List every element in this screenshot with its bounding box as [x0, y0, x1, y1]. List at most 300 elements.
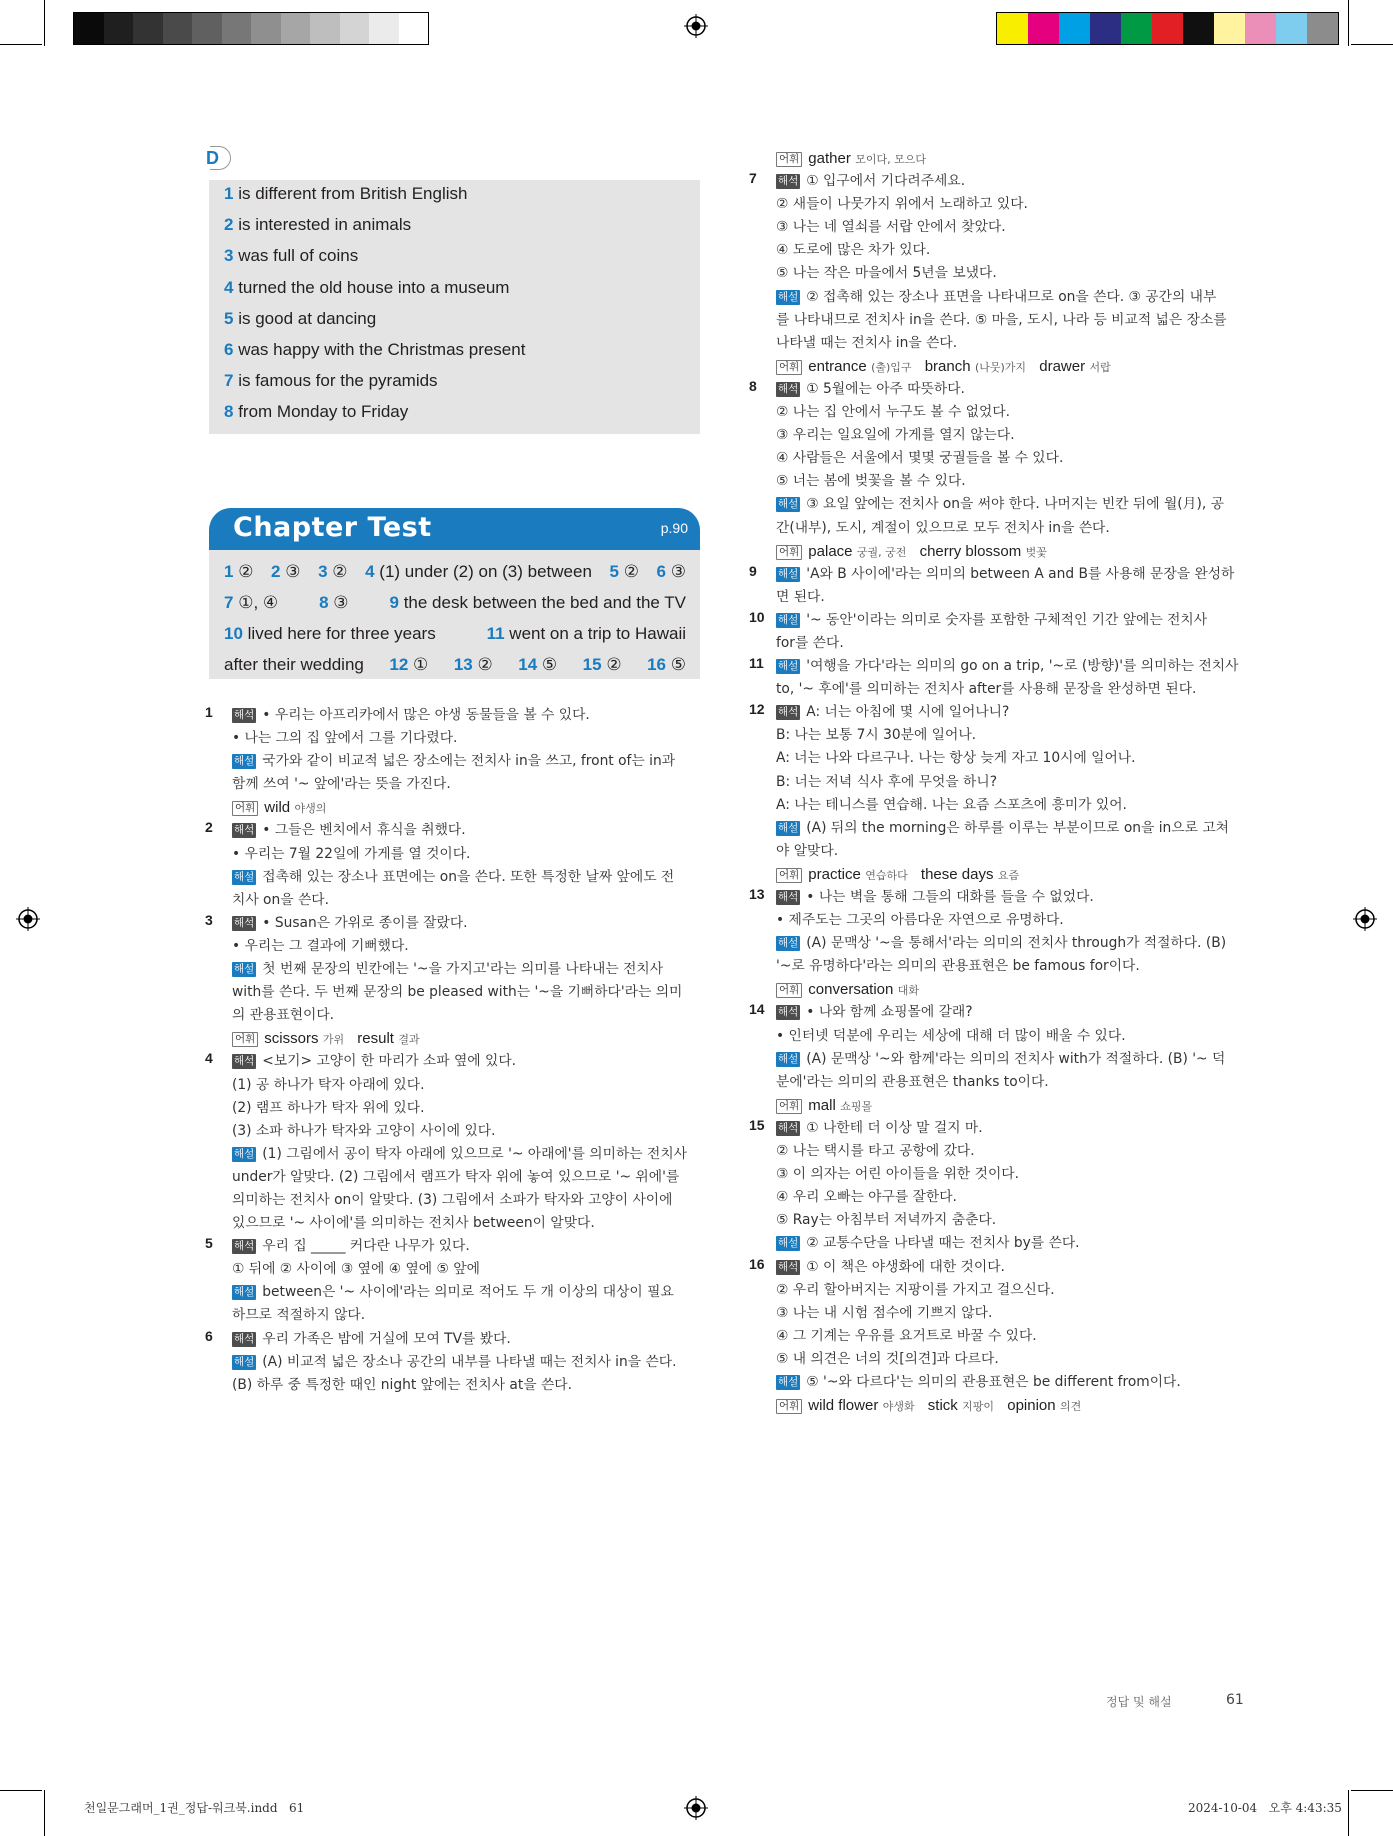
vocab-meaning: 모이다, 모으다 — [855, 153, 926, 166]
vocab-meaning: 쇼핑몰 — [840, 1099, 873, 1113]
vocab-word: branch — [924, 357, 971, 375]
explanation-line — [749, 1255, 1266, 1279]
explanation-text: 나타낼 때는 전치사 in을 쓴다. — [776, 334, 958, 351]
chapter-test-page-ref: p.90 — [660, 520, 688, 536]
vocab-meaning: 결과 — [398, 1033, 420, 1047]
explanation-line — [776, 401, 1266, 424]
explanation-line — [749, 1116, 1266, 1140]
color-swatch — [163, 13, 193, 44]
explanation-line — [776, 309, 1266, 332]
answer-item — [224, 278, 525, 309]
color-swatch — [1121, 13, 1152, 44]
haeseok-tag: 해석 — [778, 891, 799, 903]
explanation-text: ② 나는 집 안에서 누구도 볼 수 없었다. — [776, 404, 1011, 421]
explanation-text: (B) 하루 중 특정한 때인 night 앞에는 전치사 at을 쓴다. — [232, 1376, 573, 1393]
explanation-line — [232, 750, 722, 773]
answer-text: ⑤ — [670, 655, 686, 674]
explanation-text: ⑤ 나는 작은 마을에서 5년을 보냈다. — [776, 265, 997, 282]
explanation-line — [776, 1048, 1266, 1071]
haeseol-tag: 해설 — [234, 1147, 255, 1160]
chapter-test-answer — [390, 588, 687, 618]
left-explanation-column — [205, 704, 722, 1397]
haeseol-tag: 해설 — [778, 498, 799, 511]
chapter-test-title: Chapter Test — [233, 512, 432, 543]
question-number: 10 — [749, 608, 765, 625]
explanation-text: ① 5월에는 아주 따뜻하다. — [806, 380, 965, 397]
explanation-line — [776, 586, 1266, 609]
haeseol-tag: 해설 — [234, 1286, 255, 1299]
explanation-text: ④ 사람들은 서울에서 몇몇 궁궐들을 볼 수 있다. — [776, 450, 1064, 467]
answer-item — [224, 371, 525, 402]
question-number: 4 — [365, 562, 375, 581]
answer-text: is different from British English — [238, 184, 468, 203]
explanation-text: ⑤ '~와 다르다'는 의미의 관용표현은 be different from이다. — [806, 1373, 1181, 1390]
explanation-text: (A) 문맥상 '~와 함께'라는 의미의 전치사 with가 적절하다. (B) '~ 덕 — [806, 1050, 1226, 1067]
explanation-text: 하므로 적절하지 않다. — [232, 1307, 366, 1324]
explanation-text: (A) 뒤의 the morning은 하루를 이루는 부분이므로 on을 in으로 고쳐 — [806, 819, 1229, 836]
explanation-line — [776, 932, 1266, 955]
chapter-test-answer — [224, 650, 364, 680]
vocab-word: cherry blossom — [919, 542, 1022, 560]
vocab-word: practice — [808, 865, 861, 883]
explanation-line — [749, 701, 1266, 724]
registration-mark-icon — [1353, 907, 1377, 931]
explanation-line — [749, 377, 1266, 401]
vocab-word: result — [357, 1030, 394, 1048]
answer-number: 5 — [224, 308, 234, 328]
explanation-text: 의 관용표현이다. — [232, 1007, 335, 1024]
explanation-text: (3) 소파 하나가 탁자와 고양이 사이에 있다. — [232, 1122, 496, 1139]
question-number: 8 — [749, 377, 757, 394]
vocab-word: gather — [808, 150, 851, 167]
crop-mark — [1348, 1790, 1349, 1836]
explanation-line — [232, 958, 722, 981]
color-swatch — [222, 13, 252, 44]
vocab-word: palace — [808, 542, 853, 560]
explanation-line — [776, 216, 1266, 239]
haeseok-tag: 해석 — [234, 916, 255, 929]
explanation-line — [232, 889, 722, 912]
explanation-text: 분에'라는 의미의 관용표현은 thanks to이다. — [776, 1073, 1049, 1090]
answer-item — [224, 184, 525, 215]
eohwi-tag: 어휘 — [232, 1032, 258, 1047]
explanation-text: 국가와 같이 비교적 넓은 장소에는 전치사 in을 쓰고, front of는 in과 — [262, 753, 676, 770]
haeseok-tag: 해석 — [234, 709, 255, 721]
explanation-text: (A) 비교적 넓은 장소나 공간의 내부를 나타낼 때는 전치사 in을 쓴다. — [262, 1353, 677, 1370]
answer-text: ② — [238, 562, 254, 581]
answer-text: ⑤ — [541, 655, 558, 674]
explanation-text: ③ 이 의자는 어린 아이들을 위한 것이다. — [776, 1166, 1019, 1183]
explanation-line — [232, 1374, 722, 1397]
haeseok-tag: 해석 — [778, 175, 799, 188]
explanation-line — [749, 886, 1266, 909]
crop-mark — [0, 1790, 42, 1791]
explanation-line — [232, 1258, 722, 1281]
vocab-word: scissors — [264, 1030, 319, 1048]
answer-number: 7 — [224, 371, 234, 391]
color-swatch — [104, 13, 134, 44]
explanation-text: for를 쓴다. — [776, 634, 844, 651]
explanation-line — [232, 1189, 722, 1212]
color-swatch — [74, 13, 104, 44]
explanation-text: ⑤ Ray는 아침부터 저녁까지 춤춘다. — [776, 1212, 997, 1229]
haeseol-tag: 해설 — [234, 870, 255, 883]
answer-text: is famous for the pyramids — [238, 371, 438, 391]
explanation-line — [776, 540, 1266, 563]
chapter-test-line — [224, 588, 686, 618]
explanation-line — [776, 493, 1266, 516]
explanation-line — [232, 981, 722, 1004]
explanation-line — [776, 517, 1266, 540]
explanation-text: • 나는 그의 집 앞에서 그를 기다렸다. — [232, 730, 458, 747]
crop-mark — [44, 1790, 45, 1836]
explanation-line — [749, 1001, 1266, 1024]
question-number: 10 — [224, 624, 243, 643]
explanation-line — [776, 355, 1266, 378]
explanation-line — [776, 863, 1266, 886]
chapter-test-line — [224, 619, 686, 649]
explanation-line — [205, 911, 722, 935]
chapter-test-answer — [365, 557, 592, 587]
explanation-line — [776, 1094, 1266, 1117]
explanation-line — [232, 1212, 722, 1235]
explanation-line — [205, 1235, 722, 1258]
eohwi-tag: 어휘 — [776, 1099, 802, 1114]
question-number: 15 — [749, 1116, 765, 1133]
question-number: 13 — [453, 655, 473, 674]
explanation-text: • 우리는 7월 22일에 가게를 열 것이다. — [232, 845, 471, 862]
answer-text: ③ — [333, 593, 349, 612]
chapter-test-answer — [271, 557, 300, 587]
eohwi-tag: 어휘 — [776, 545, 802, 560]
explanation-line — [232, 1351, 722, 1374]
color-swatch — [997, 13, 1028, 44]
explanation-text: <보기> 고양이 한 마리가 소파 옆에 있다. — [262, 1053, 517, 1070]
explanation-text: 'A와 B 사이에'라는 의미의 between A and B를 사용해 문장을 완성하 — [806, 565, 1235, 582]
explanation-text: • Susan은 가위로 종이를 잘랐다. — [262, 914, 468, 931]
chapter-test-header — [209, 508, 700, 550]
haeseol-tag: 해설 — [778, 937, 799, 950]
explanation-line — [776, 840, 1266, 863]
explanation-line — [776, 1302, 1266, 1325]
answer-item — [224, 246, 525, 277]
explanation-text: A: 너는 아침에 몇 시에 일어나니? — [806, 704, 1010, 721]
explanation-line — [776, 1394, 1266, 1417]
explanation-text: 간(내부), 도시, 계절이 있으므로 모두 전치사 in을 쓴다. — [776, 519, 1110, 536]
explanation-text: ② 접촉해 있는 장소나 표면을 나타내므로 on을 쓴다. ③ 공간의 내부 — [806, 288, 1217, 305]
explanation-line — [749, 655, 1266, 678]
explanation-line — [232, 727, 722, 750]
vocab-word: stick — [927, 1397, 958, 1415]
answer-text: ③ — [285, 562, 301, 581]
explanation-text: to, '~ 후에'를 의미하는 전치사 after를 사용해 문장을 완성하면 된다. — [776, 681, 1197, 698]
chapter-test-answer — [647, 650, 686, 680]
answer-number: 3 — [224, 246, 234, 266]
eohwi-tag: 어휘 — [232, 801, 258, 816]
chapter-test-answer — [583, 650, 622, 680]
footer-section-title: 정답 및 해설 — [1106, 1695, 1172, 1709]
answer-text: ② — [623, 562, 639, 581]
answer-text: is good at dancing — [238, 308, 377, 328]
answer-text: was full of coins — [238, 246, 359, 266]
haeseol-tag: 해설 — [778, 613, 799, 626]
explanation-text: ② 나는 택시를 타고 공항에 갔다. — [776, 1143, 975, 1160]
answer-text: ② — [477, 655, 493, 674]
vocab-word: opinion — [1007, 1397, 1056, 1415]
explanation-text: ① 이 책은 야생화에 대한 것이다. — [806, 1258, 1005, 1275]
eohwi-tag: 어휘 — [776, 360, 802, 375]
haeseol-tag: 해설 — [778, 290, 799, 303]
chapter-test-answer — [319, 588, 348, 618]
chapter-test-answer — [224, 588, 278, 618]
explanation-line — [776, 747, 1266, 770]
explanation-text: 첫 번째 문장의 빈칸에는 '~을 가지고'라는 의미를 나타내는 전치사 — [262, 961, 664, 978]
color-swatch — [1307, 13, 1338, 44]
question-number: 12 — [389, 655, 409, 674]
registration-mark-icon — [684, 14, 708, 38]
explanation-line — [776, 1325, 1266, 1348]
question-number: 11 — [749, 655, 764, 672]
answer-text: ② — [606, 655, 622, 674]
vocab-word: these days — [920, 865, 994, 883]
vocab-word: wild flower — [808, 1397, 879, 1415]
explanation-text: • 제주도는 그곳의 아름다운 자연으로 유명하다. — [776, 912, 1064, 929]
question-number: 2 — [271, 562, 281, 581]
answer-item — [224, 215, 525, 246]
vocab-meaning: 벚꽃 — [1025, 545, 1047, 559]
question-number: 9 — [749, 562, 757, 579]
color-swatch — [1090, 13, 1121, 44]
haeseok-tag: 해석 — [778, 382, 799, 395]
explanation-text: ② 우리 할아버지는 지팡이를 가지고 걸으신다. — [776, 1281, 1055, 1298]
chapter-test-answer — [224, 619, 436, 649]
explanation-text: ② 새들이 나뭇가지 위에서 노래하고 있다. — [776, 196, 1028, 213]
explanation-line — [776, 1279, 1266, 1302]
chapter-test-answer — [224, 557, 253, 587]
explanation-line — [232, 1074, 722, 1097]
answer-text: ② — [332, 562, 348, 581]
crop-mark — [1351, 44, 1393, 45]
question-number: 6 — [656, 562, 666, 581]
explanation-line — [232, 935, 722, 958]
haeseol-tag: 해설 — [778, 567, 799, 580]
explanation-text: (1) 그림에서 공이 탁자 아래에 있으므로 '~ 아래에'를 의미하는 전치사 — [262, 1145, 687, 1162]
explanation-text: 를 나타내므로 전치사 in을 쓴다. ⑤ 마을, 도시, 나라 등 비교적 넓은 장소를 — [776, 311, 1227, 328]
color-swatch — [1245, 13, 1276, 44]
crop-mark — [0, 44, 42, 45]
answer-number: 6 — [224, 339, 234, 359]
question-number: 8 — [319, 593, 329, 612]
explanation-line — [776, 978, 1266, 1001]
answer-text: ① — [413, 655, 429, 674]
explanation-text: 함께 쓰여 '~ 앞에'라는 뜻을 가진다. — [232, 776, 451, 793]
explanation-text: • 우리는 아프리카에서 많은 야생 동물들을 볼 수 있다. — [262, 707, 590, 723]
chapter-test-answer — [518, 650, 557, 680]
crop-mark — [1351, 1790, 1393, 1791]
explanation-text: ④ 도로에 많은 차가 있다. — [776, 242, 931, 259]
eohwi-tag: 어휘 — [776, 868, 802, 883]
answer-text: is interested in animals — [238, 215, 412, 235]
explanation-text: ④ 그 기계는 우유를 요거트로 바꿀 수 있다. — [776, 1327, 1037, 1344]
explanation-text: ① 나한테 더 이상 말 걸지 마. — [806, 1119, 983, 1136]
explanation-text: 면 된다. — [776, 588, 825, 605]
right-explanation-column — [749, 147, 1266, 1417]
haeseol-tag: 해설 — [234, 1355, 255, 1368]
explanation-line — [749, 170, 1266, 193]
explanation-line — [232, 1004, 722, 1027]
answer-number: 4 — [224, 277, 234, 297]
question-number: 1 — [205, 704, 213, 720]
section-d-answer-list — [224, 184, 525, 434]
explanation-line — [232, 1143, 722, 1166]
explanation-text: ③ 나는 내 시험 점수에 기쁘지 않다. — [776, 1304, 993, 1321]
chapter-test-answer — [454, 650, 493, 680]
answer-text: ③ — [670, 562, 686, 581]
explanation-text: (A) 문맥상 '~을 통해서'라는 의미의 전치사 through가 적절하다. (B) — [806, 935, 1227, 952]
question-number: 13 — [749, 886, 765, 902]
explanation-text: 우리 집 _____ 커다란 나무가 있다. — [262, 1238, 470, 1255]
explanation-text: • 나와 함께 쇼핑몰에 갈래? — [806, 1004, 973, 1021]
explanation-text: 있으므로 '~ 사이에'를 의미하는 전치사 between이 알맞다. — [232, 1215, 595, 1232]
explanation-line — [776, 147, 1266, 170]
haeseol-tag: 해설 — [778, 1052, 799, 1065]
explanation-text: ③ 나는 네 열쇠를 서랍 안에서 찾았다. — [776, 219, 1006, 236]
explanation-line — [776, 678, 1266, 701]
explanation-line — [776, 955, 1266, 978]
explanation-line — [776, 262, 1266, 285]
explanation-text: 접촉해 있는 장소나 표면에는 on을 쓴다. 또한 특정한 날짜 앞에도 전 — [262, 868, 675, 885]
vocab-meaning: 대화 — [897, 984, 920, 998]
explanation-text: • 우리는 그 결과에 기뻐했다. — [232, 937, 409, 954]
vocab-meaning: (출)입구 — [871, 360, 912, 374]
answer-text: went on a trip to Hawaii — [509, 624, 686, 643]
question-number: 12 — [749, 701, 765, 718]
explanation-text: ⑤ 너는 봄에 벚꽃을 볼 수 있다. — [776, 473, 966, 490]
question-number: 9 — [389, 593, 399, 612]
explanation-line — [232, 796, 722, 819]
vocab-meaning: (나뭇)가지 — [974, 360, 1027, 374]
answer-text: turned the old house into a museum — [238, 277, 510, 297]
color-swatch — [1183, 13, 1214, 44]
explanation-line — [776, 239, 1266, 262]
chapter-test-line — [224, 650, 686, 680]
vocab-word: conversation — [808, 981, 894, 999]
explanation-line — [776, 1140, 1266, 1163]
haeseol-tag: 해설 — [234, 755, 255, 768]
explanation-line — [776, 1163, 1266, 1186]
vocab-meaning: 궁궐, 궁전 — [856, 545, 907, 559]
explanation-line — [205, 1050, 722, 1073]
explanation-text: B: 너는 저녁 식사 후에 무엇을 하니? — [776, 773, 998, 790]
explanation-text: '여행을 가다'라는 의미의 go on a trip, '~로 (방향)'를 의미하는 전치사 — [806, 658, 1239, 675]
haeseok-tag: 해석 — [778, 706, 799, 719]
question-number: 7 — [749, 170, 757, 187]
vocab-meaning: 야생의 — [294, 802, 327, 816]
haeseok-tag: 해석 — [778, 1260, 799, 1273]
crop-mark — [44, 0, 45, 46]
section-d-label: D — [206, 148, 219, 168]
print-timestamp: 2024-10-04 오후 4:43:35 — [1188, 1801, 1342, 1815]
explanation-text: • 나는 벽을 통해 그들의 대화를 들을 수 없었다. — [806, 889, 1094, 905]
question-number: 16 — [749, 1255, 765, 1272]
explanation-text: B: 나는 보통 7시 30분에 일어나. — [776, 727, 977, 744]
explanation-text: with를 쓴다. 두 번째 문장의 be pleased with는 '~을 기뻐하다'라는 의미 — [232, 984, 683, 1001]
answer-text: lived here for three years — [247, 624, 436, 643]
eohwi-tag: 어휘 — [776, 152, 802, 167]
answer-number: 8 — [224, 402, 234, 422]
explanation-line — [232, 1027, 722, 1050]
question-number: 5 — [609, 562, 619, 581]
explanation-text: • 그들은 벤치에서 휴식을 취했다. — [262, 822, 466, 839]
color-swatch — [1059, 13, 1090, 44]
color-swatch — [340, 13, 370, 44]
explanation-line — [776, 1071, 1266, 1094]
explanation-line — [776, 1186, 1266, 1209]
explanation-line — [776, 771, 1266, 794]
question-number: 2 — [205, 819, 213, 836]
haeseol-tag: 해설 — [778, 1375, 799, 1388]
explanation-text: '~로 유명하다'라는 의미의 관용표현은 be famous for이다. — [776, 958, 1140, 975]
registration-mark-icon — [684, 1796, 708, 1820]
color-swatch — [369, 13, 399, 44]
answer-text: from Monday to Friday — [238, 402, 409, 422]
color-swatch — [1152, 13, 1183, 44]
color-swatch — [1214, 13, 1245, 44]
explanation-text: ③ 요일 앞에는 전치사 on을 써야 한다. 나머지는 빈칸 뒤에 월(月), 공 — [806, 496, 1224, 513]
color-swatch — [399, 13, 429, 44]
explanation-line — [776, 470, 1266, 493]
answer-number: 2 — [224, 215, 234, 235]
process-color-bar — [996, 12, 1339, 45]
color-swatch — [1276, 13, 1307, 44]
explanation-line — [232, 866, 722, 889]
explanation-line — [776, 1232, 1266, 1255]
explanation-text: ③ 우리는 일요일에 가게를 열지 않는다. — [776, 427, 1015, 444]
answer-number: 1 — [224, 184, 234, 203]
explanation-text: 우리 가족은 밤에 거실에 모여 TV를 봤다. — [262, 1330, 511, 1347]
answer-text: ①, ④ — [238, 593, 279, 612]
answer-item — [224, 340, 525, 371]
vocab-word: wild — [264, 799, 291, 817]
color-swatch — [310, 13, 340, 44]
question-number: 14 — [518, 655, 538, 674]
color-swatch — [133, 13, 163, 44]
explanation-line — [776, 632, 1266, 655]
explanation-text: ④ 우리 오빠는 야구를 잘한다. — [776, 1189, 957, 1206]
grayscale-color-bar — [73, 12, 429, 45]
explanation-text: ① 입구에서 기다려주세요. — [806, 173, 966, 190]
question-number: 11 — [486, 624, 505, 643]
vocab-meaning: 연습하다 — [865, 868, 908, 882]
explanation-line — [749, 608, 1266, 632]
explanation-line — [232, 773, 722, 796]
explanation-line — [232, 1097, 722, 1120]
explanation-line — [232, 1120, 722, 1143]
explanation-text: between은 '~ 사이에'라는 의미로 적어도 두 개 이상의 대상이 필요 — [262, 1284, 674, 1301]
explanation-line — [776, 447, 1266, 470]
color-swatch — [281, 13, 311, 44]
explanation-text: (1) 공 하나가 탁자 아래에 있다. — [232, 1076, 425, 1093]
explanation-text: A: 나는 테니스를 연습해. 나는 요즘 스포츠에 흥미가 있어. — [776, 796, 1127, 813]
explanation-line — [776, 794, 1266, 817]
haeseok-tag: 해석 — [778, 1006, 799, 1019]
question-number: 15 — [582, 655, 602, 674]
explanation-line — [776, 909, 1266, 932]
chapter-test-line — [224, 557, 686, 587]
vocab-word: mall — [808, 1096, 836, 1114]
vocab-meaning: 지팡이 — [962, 1400, 995, 1414]
explanation-line — [232, 1166, 722, 1189]
